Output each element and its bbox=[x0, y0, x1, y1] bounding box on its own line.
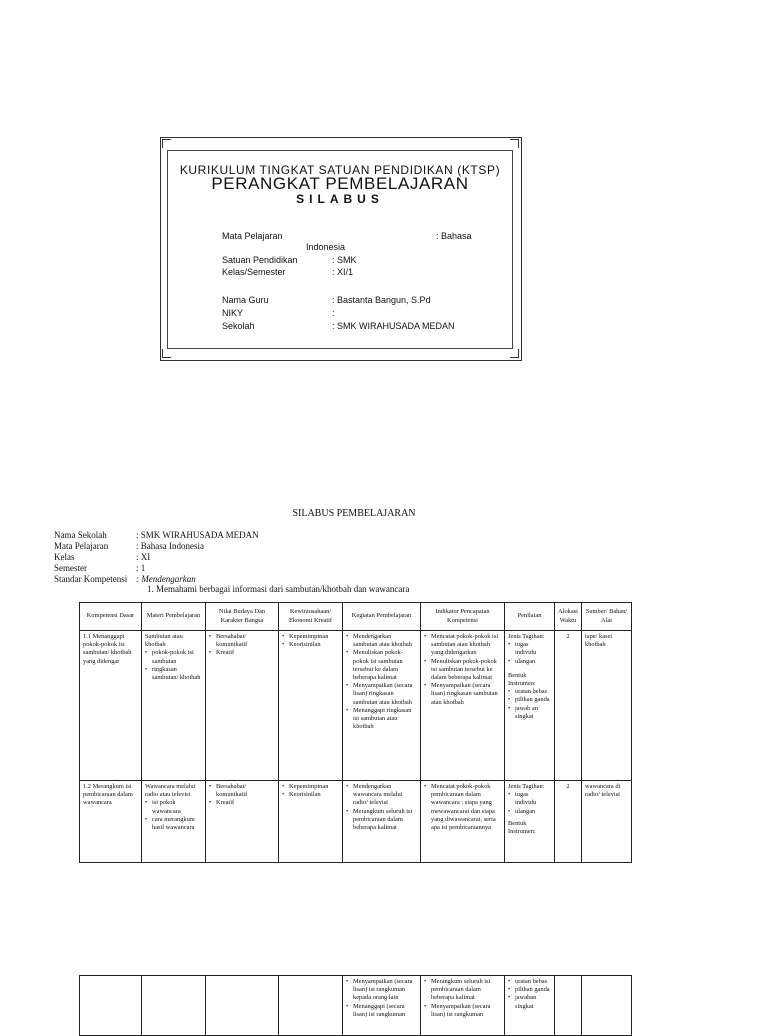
kewira-cell bbox=[279, 631, 343, 781]
cover-corner bbox=[162, 139, 171, 148]
header-cell: Kewirausahaan/ Ekonomi Kreatif bbox=[279, 603, 343, 631]
penilaian-bentuk: Bentuk Instrumen: bbox=[508, 671, 536, 687]
cover-sekolah-label: Sekolah bbox=[222, 321, 255, 331]
list-item: • jawab an singkat bbox=[508, 705, 551, 721]
alokasi-cell: 2 bbox=[555, 631, 582, 781]
list-item: • Menyampaikan (secara lisan) isi rangkuman kepada orang lain bbox=[346, 978, 417, 1003]
penilaian-cell bbox=[505, 781, 555, 863]
info-value: : Bahasa Indonesia bbox=[136, 541, 204, 551]
header-cell: Penilaian bbox=[505, 603, 555, 631]
header-cell: Kompetensi Dasar bbox=[80, 603, 142, 631]
list-item: • Keorisinilan bbox=[282, 641, 339, 649]
cover-mapel-value: : Bahasa bbox=[436, 231, 472, 241]
standar-kompetensi-line: 1. Memahami berbagai informasi dari sambutan/khotbah dan wawancara bbox=[147, 584, 410, 594]
kewira-cell bbox=[279, 781, 343, 863]
cover-kelas-value: : XI/1 bbox=[332, 267, 354, 277]
cover-guru-value: : Bastanta Bangun, S.Pd bbox=[332, 295, 431, 305]
list-item: • tugas individu bbox=[508, 791, 551, 807]
alokasi-cell bbox=[555, 976, 582, 1036]
list-item: • Menuliskan pokok-pokok isi sambutan tersebut ke dalam beberapa kalimat bbox=[424, 658, 501, 683]
kegiatan-cell bbox=[343, 631, 421, 781]
nilai-cell bbox=[206, 631, 279, 781]
info-kelas bbox=[54, 552, 150, 562]
header-cell: Kegiatan Pembelajaran bbox=[343, 603, 421, 631]
list-item: • Keorisinilan bbox=[282, 791, 339, 799]
sumber-cell bbox=[582, 976, 632, 1036]
cover-perangkat-title: PERANGKAT PEMBELAJARAN bbox=[211, 174, 469, 193]
header-cell: Alokasi Waktu bbox=[555, 603, 582, 631]
info-label: Nama Sekolah bbox=[54, 530, 107, 540]
kd-cell bbox=[80, 976, 142, 1036]
list-item: • ulangan bbox=[508, 658, 551, 666]
kd-cell: 1.1 Menanggapi pokok-pokok isi sambutan/ khotbah yang didengar bbox=[80, 631, 142, 781]
cover-satuan-value: : SMK bbox=[332, 255, 357, 265]
table-row bbox=[80, 631, 632, 781]
list-item: • Bersahabat/ komunikatif bbox=[209, 783, 275, 799]
materi-cell bbox=[142, 631, 206, 781]
cover-niky-value: : bbox=[332, 308, 335, 318]
alokasi-cell: 2 bbox=[555, 781, 582, 863]
list-item: • uraian bebas bbox=[508, 688, 551, 696]
list-item: • Menanggapi (secara lisan) isi rangkuman bbox=[346, 1003, 417, 1019]
table-row bbox=[80, 976, 632, 1036]
info-value: : XI bbox=[136, 552, 151, 562]
silabus-table-continued bbox=[79, 975, 632, 1036]
list-item: • pilihan ganda bbox=[508, 696, 551, 704]
kd-cell: 1.2 Merangkum isi pembicaraan dalam wawancara bbox=[80, 781, 142, 863]
cover-ktsp-title: KURIKULUM TINGKAT SATUAN PENDIDIKAN (KTSP) bbox=[179, 163, 501, 177]
cover-sekolah-value: : SMK WIRAHUSADA MEDAN bbox=[332, 321, 455, 331]
list-item: • Merangkum seluruh isi pembicaraan dalam beberapa kalimat bbox=[424, 978, 501, 1003]
silabus-title: SILABUS PEMBELAJARAN bbox=[292, 508, 416, 519]
list-item: • pokok-pokok isi sambutan bbox=[145, 649, 202, 665]
list-item: • Menyampaikan (secara lisan) ringkasan sambutan atau khotbah bbox=[424, 682, 501, 707]
list-item: • jawaban singkat bbox=[508, 994, 551, 1010]
penilaian-bentuk: Bentuk Instrumen: bbox=[508, 819, 536, 835]
list-item: • Kreatif bbox=[209, 799, 275, 807]
cover-satuan-label: Satuan Pendidikan bbox=[222, 255, 298, 265]
header-cell: Nilai Budaya Dan Karakter Bangsa bbox=[206, 603, 279, 631]
list-item: • uraian bebas bbox=[508, 978, 551, 986]
cover-corner bbox=[162, 349, 171, 358]
cover-silabus-title: SILABUS bbox=[296, 192, 384, 206]
header-cell: Materi Pembelajaran bbox=[142, 603, 206, 631]
info-standar-kompetensi bbox=[54, 574, 196, 584]
list-item: • Menanggapi ringkasan isi sambutan atau khotbah bbox=[346, 707, 417, 732]
cover-corner bbox=[510, 349, 519, 358]
penilaian-jenis: Jenis Tagihan: bbox=[508, 633, 545, 640]
info-value: : 1 bbox=[136, 563, 146, 573]
list-item: • Merangkum seluruh isi pembicaraan dalam beberapa kalimat bbox=[346, 808, 417, 833]
list-item: • Kepemimpinan bbox=[282, 633, 339, 641]
kegiatan-cell bbox=[343, 781, 421, 863]
sumber-cell: wawancara di radio/ televisi bbox=[582, 781, 632, 863]
nilai-cell bbox=[206, 781, 279, 863]
info-label: Semester bbox=[54, 563, 87, 573]
list-item: • Menyampaikan (secara lisan) ringkasan sambutan atau khotbah bbox=[346, 682, 417, 707]
cover-kelas-label: Kelas/Semester bbox=[222, 267, 286, 277]
list-item: • Mendengarkan sambutan atau khotbah bbox=[346, 633, 417, 649]
list-item: • pilihan ganda bbox=[508, 986, 551, 994]
info-value: : SMK WIRAHUSADA MEDAN bbox=[136, 530, 259, 540]
info-label: Kelas bbox=[54, 552, 75, 562]
cover-niky-label: NIKY bbox=[222, 308, 244, 318]
penilaian-cell bbox=[505, 976, 555, 1036]
info-value: : Mendengarkan bbox=[136, 574, 196, 584]
indikator-cell bbox=[421, 781, 505, 863]
materi-intro: Sambutan atau khotbah bbox=[145, 633, 183, 649]
list-item: • Mencatat pokok-pokok isi sambutan atau khotbah yang didengarkan bbox=[424, 633, 501, 658]
materi-cell bbox=[142, 781, 206, 863]
list-item: • Kepemimpinan bbox=[282, 783, 339, 791]
list-item: • tugas individu bbox=[508, 641, 551, 657]
materi-intro: Wawancara melalui radio atau televisi bbox=[145, 783, 196, 799]
list-item: • ulangan bbox=[508, 808, 551, 816]
info-semester bbox=[54, 563, 145, 573]
cover-guru-label: Nama Guru bbox=[222, 295, 269, 305]
sumber-cell: tape/ kaset khotbah bbox=[582, 631, 632, 781]
info-label: Standar Kompetensi bbox=[54, 574, 128, 584]
list-item: • Mencatat pokok-pokok pembicaraan dalam wawancara : siapa yang mewawancarai dan siapa yang diwawancarai, serta apa isi pembicaraannya bbox=[424, 783, 501, 832]
table-header-row bbox=[80, 603, 632, 631]
info-nama-sekolah bbox=[54, 530, 259, 540]
penilaian-cell bbox=[505, 631, 555, 781]
header-cell: Indikator Pencapaian Kompetensi bbox=[421, 603, 505, 631]
header-cell: Sumber/ Bahan/ Alat bbox=[582, 603, 632, 631]
list-item: • ringkasan sambutan/ khotbah bbox=[145, 666, 202, 682]
cover-mapel-label: Mata Pelajaran bbox=[222, 231, 283, 241]
kewira-cell bbox=[279, 976, 343, 1036]
cover-corner bbox=[510, 139, 519, 148]
list-item: • Menyampaikan (secara lisan) isi rangkuman bbox=[424, 1003, 501, 1019]
penilaian-jenis: Jenis Tagihan: bbox=[508, 783, 545, 790]
list-item: • Mendengarkan wawancara melalui radio/ televisi bbox=[346, 783, 417, 808]
list-item: • Menuliskan pokok-pokok isi sambutan tersebut ke dalam beberapa kalimat bbox=[346, 649, 417, 682]
indikator-cell bbox=[421, 976, 505, 1036]
kegiatan-cell bbox=[343, 976, 421, 1036]
list-item: • Kreatif bbox=[209, 649, 275, 657]
cover-mapel-cont: Indonesia bbox=[306, 242, 346, 252]
silabus-table bbox=[79, 602, 632, 863]
list-item: • cara merangkum hasil wawancara bbox=[145, 816, 202, 832]
list-item: • isi pokok wawancara bbox=[145, 799, 202, 815]
nilai-cell bbox=[206, 976, 279, 1036]
info-mata-pelajaran bbox=[54, 541, 204, 551]
table-row bbox=[80, 781, 632, 863]
list-item: • Bersahabat/ komunikatif bbox=[209, 633, 275, 649]
indikator-cell bbox=[421, 631, 505, 781]
materi-cell bbox=[142, 976, 206, 1036]
info-label: Mata Pelajaran bbox=[54, 541, 109, 551]
